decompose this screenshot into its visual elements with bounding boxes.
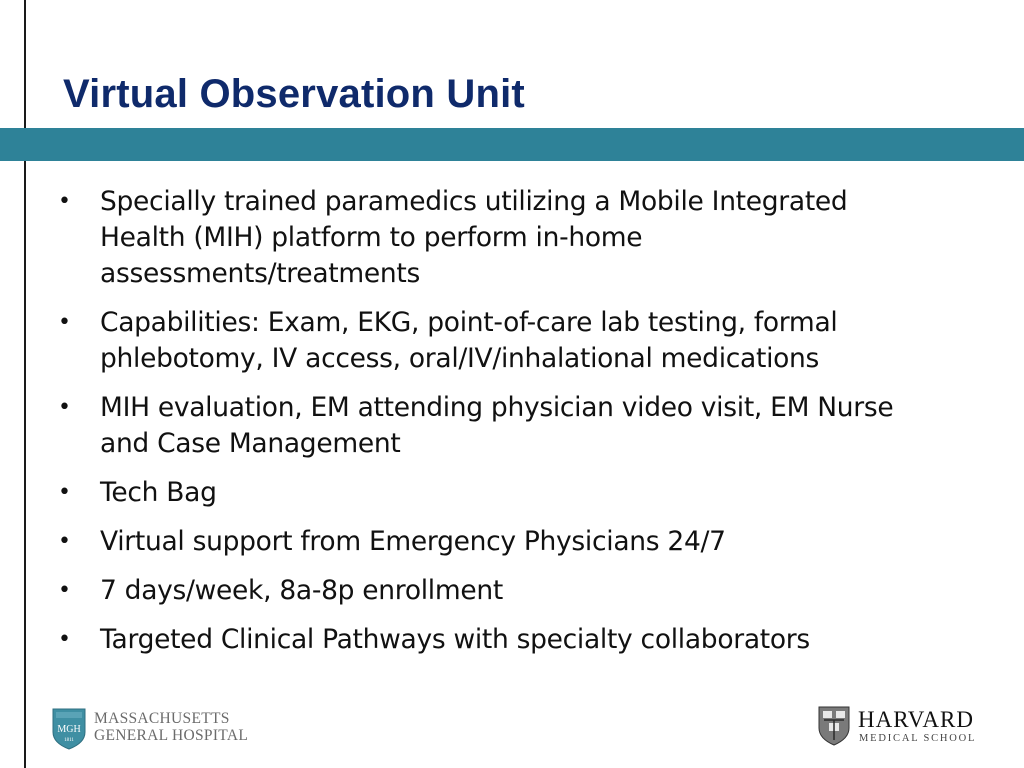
title-underline-band <box>0 128 1024 161</box>
harvard-wordmark: HARVARD <box>858 707 974 732</box>
bullet-line: Health (MIH) platform to perform in-home <box>100 222 643 253</box>
bullet-dot-icon: • <box>58 189 71 214</box>
mgh-shield-text: MGH <box>57 724 81 735</box>
bullet-item <box>58 390 978 462</box>
mgh-shield-year: 1811 <box>64 738 74 743</box>
left-vertical-rule <box>24 0 26 768</box>
bullet-line: Tech Bag <box>100 477 217 508</box>
bullet-line: MIH evaluation, EM attending physician video visit, EM Nurse <box>100 392 894 423</box>
bullet-dot-icon: • <box>58 627 71 652</box>
bullet-item <box>58 573 978 609</box>
bullet-dot-icon: • <box>58 578 71 603</box>
bullet-line: Targeted Clinical Pathways with specialty collaborators <box>100 624 810 655</box>
bullet-line: Capabilities: Exam, EKG, point-of-care lab testing, formal <box>100 307 838 338</box>
bullet-line: Specially trained paramedics utilizing a Mobile Integrated <box>100 186 848 217</box>
bullet-line: assessments/treatments <box>100 258 420 289</box>
bullet-dot-icon: • <box>58 480 71 505</box>
bullet-item <box>58 622 978 658</box>
bullet-line: and Case Management <box>100 428 401 459</box>
bullet-item <box>58 184 978 292</box>
mgh-line-2: GENERAL HOSPITAL <box>94 727 249 744</box>
bullet-item <box>58 305 978 377</box>
bullet-line: 7 days/week, 8a-8p enrollment <box>100 575 503 606</box>
bullet-item <box>58 475 978 511</box>
bullet-line: phlebotomy, IV access, oral/IV/inhalational medications <box>100 343 820 374</box>
bullet-dot-icon: • <box>58 395 71 420</box>
medical-school-wordmark: MEDICAL SCHOOL <box>859 733 977 744</box>
harvard-shield-icon <box>818 706 850 746</box>
bullet-list <box>58 184 978 671</box>
bullet-dot-icon: • <box>58 310 71 335</box>
bullet-dot-icon: • <box>58 529 71 554</box>
mgh-line-1: MASSACHUSETTS <box>94 710 230 727</box>
slide-title: Virtual Observation Unit <box>63 72 525 116</box>
mgh-shield-icon <box>52 708 86 750</box>
mgh-wordmark <box>94 710 248 744</box>
bullet-item <box>58 524 978 560</box>
bullet-line: Virtual support from Emergency Physicians 24/7 <box>100 526 726 557</box>
